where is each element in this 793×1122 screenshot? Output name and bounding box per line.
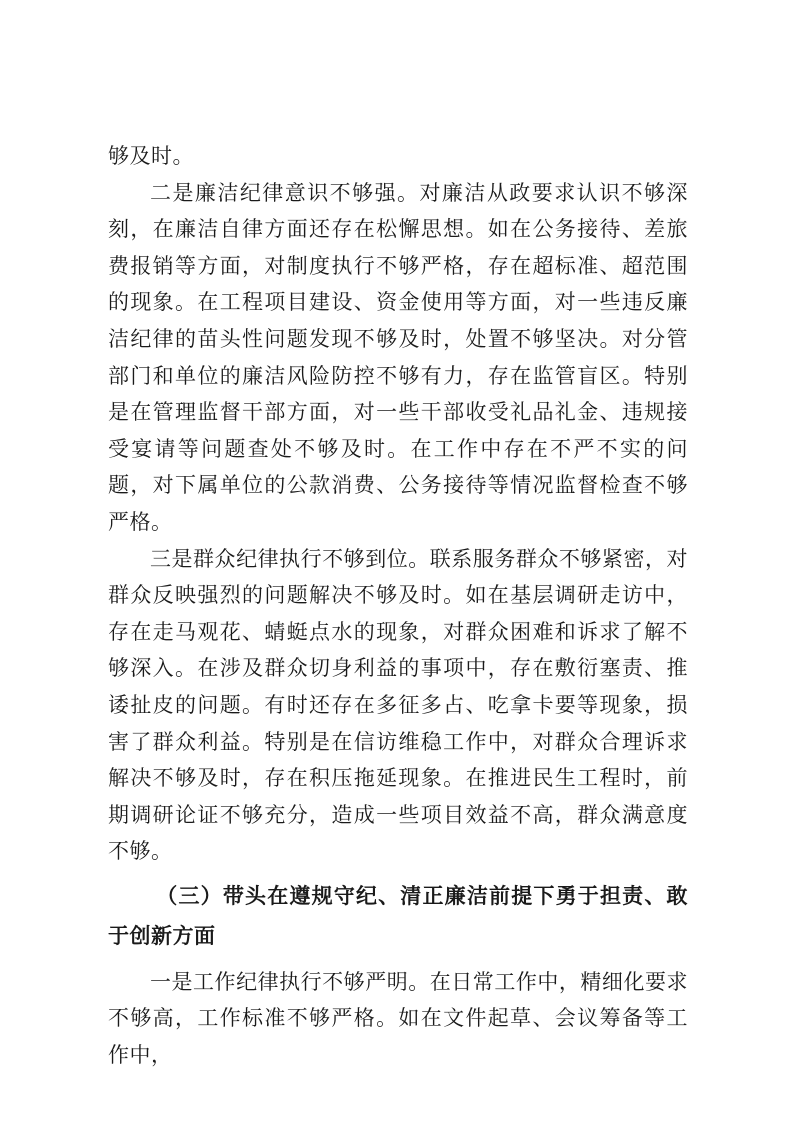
paragraph-work-discipline: 一是工作纪律执行不够严明。在日常工作中，精细化要求不够高，工作标准不够严格。如在文件起草、会议筹备等工作中，: [108, 969, 688, 1068]
paragraph-mass-discipline: 三是群众纪律执行不够到位。联系服务群众不够紧密，对群众反映强烈的问题解决不够及时。如在基层调研走访中，存在走马观花、蜻蜓点水的现象，对群众困难和诉求了解不够深入。在涉及群众切身利益的事项中，存在敷衍塞责、推诿扯皮的问题。有时还存在多征多占、吃拿卡要等现象，损害了群众利益。特别是在信访维稳工作中，对群众合理诉求解决不够及时，存在积压拖延现象。在推进民生工程时，前期调研论证不够充分，造成一些项目效益不高，群众满意度不够。: [108, 546, 688, 864]
document-body: [108, 138, 688, 1074]
paragraph-continuation: 够及时。: [108, 144, 194, 168]
paragraph-integrity-discipline: 二是廉洁纪律意识不够强。对廉洁从政要求认识不够深刻，在廉洁自律方面还存在松懈思想。如在公务接待、差旅费报销等方面，对制度执行不够严格，存在超标准、超范围的现象。在工程项目建设、资金使用等方面，对一些违反廉洁纪律的苗头性问题发现不够及时，处置不够坚决。对分管部门和单位的廉洁风险防控不够有力，存在监管盲区。特别是在管理监督干部方面，对一些干部收受礼品礼金、违规接受宴请等问题查处不够及时。在工作中存在不严不实的问题，对下属单位的公款消费、公务接待等情况监督检查不够严格。: [108, 180, 688, 534]
section-heading: （三）带头在遵规守纪、清正廉洁前提下勇于担责、敢于创新方面: [108, 882, 688, 948]
